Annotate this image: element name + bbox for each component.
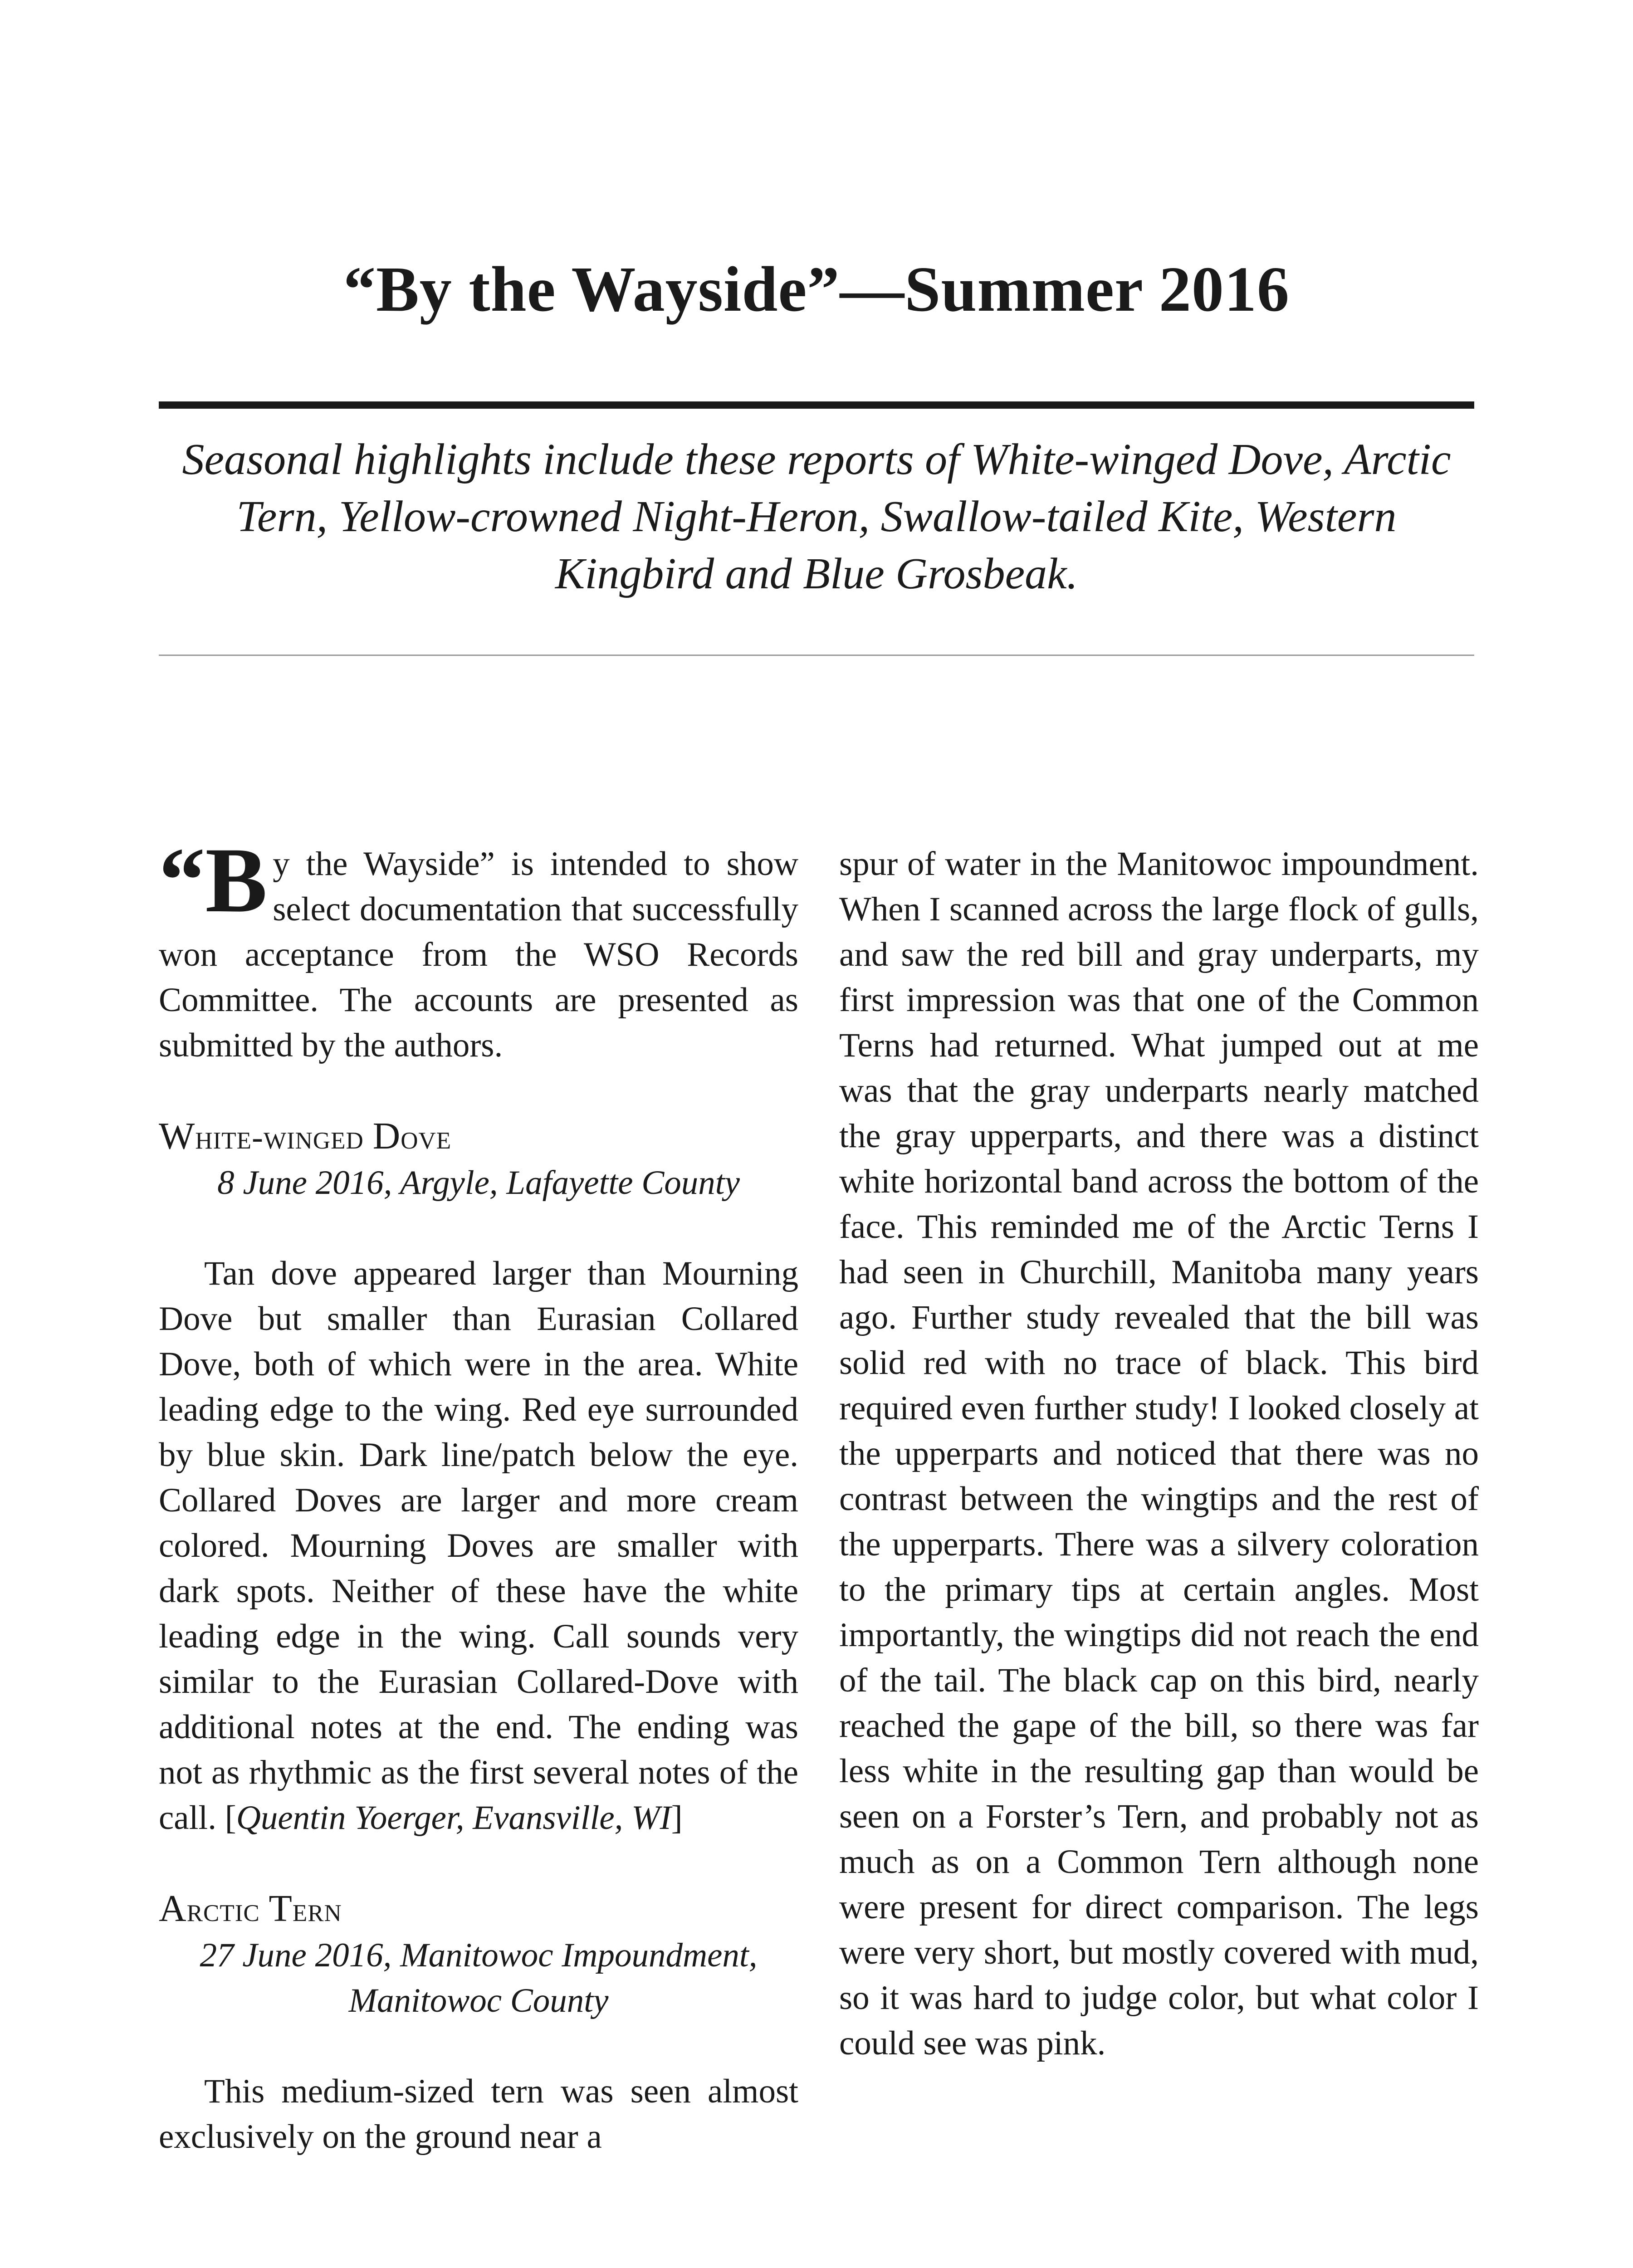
left-column [159,829,798,2160]
section-body-continued: spur of water in the Manitowoc impoundment. When I scanned across the large flock of gulls, and saw the red bill and gray underparts, my first impression was that one of the Common Terns had returned. What jumped out at me was that the gray underparts nearly matched the gray upperparts, and there was a distinct white horizontal band across the bottom of the face. This reminded me of the Arctic Terns I had seen in Churchill, Manitoba many years ago. Further study revealed that the bill was solid red with no trace of black. This bird required even further study! I looked closely at the upperparts and noticed that there was no contrast between the wingtips and the rest of the upperparts. There was a silvery coloration to the primary tips at certain angles. Most importantly, the wingtips did not reach the end of the tail. The black cap on this bird, nearly reached the gape of the bill, so there was far less white in the resulting gap than would be seen on a Forster’s Tern, and probably not as much as on a Common Tern although none were present for direct comparison. The legs were very short, but mostly covered with mud, so it was hard to judge color, but what color I could see was pink. [839,845,1479,2062]
subtitle-rule [159,655,1474,656]
section-body: Tan dove appeared larger than Mourning Dove but smaller than Eurasian Collared Dove, both of which were in the area. White leading edge to the wing. Red eye surrounded by blue skin. Dark line/patch below the eye. Collared Doves are larger and more cream colored. Mourning Doves are smaller with dark spots. Neither of these have the white leading edge in the wing. Call sounds very similar to the Eurasian Collared-Dove with additional notes at the end. The ending was not as rhythmic as the first several notes of the call. [Quentin Yoerger, Evansville, WI] [159,1255,798,1837]
section-date-location: 27 June 2016, Manitowoc Impoundment, [200,1936,758,1974]
article-subtitle: Seasonal highlights include these reports of White-winged Dove, Arctic Tern, Yellow-crowned Night-Heron, Swallow-tailed Kite, Western Kingbird and Blue Grosbeak. [182,435,1451,598]
intro-text: y the Wayside” is intended to show select documentation that successfully won acceptance from the WSO Records Committee. The accounts are presented as submitted by the authors. [159,845,798,1064]
section-heading-white-winged-dove: White-winged Dove [159,1115,452,1157]
title-rule [159,401,1474,409]
intro-paragraph [159,829,798,1068]
section-heading-arctic-tern: Arctic Tern [159,1887,342,1930]
section-date-location: 8 June 2016, Argyle, Lafayette County [217,1164,740,1202]
section-body: This medium-sized tern was seen almost exclusively on the ground near a [159,2072,798,2156]
article-title: “By the Wayside”—Summer 2016 [343,253,1290,325]
right-column [839,841,1479,2066]
drop-cap: “B [159,829,268,932]
section-date-location: Manitowoc County [348,1982,609,2019]
attribution: Quentin Yoerger, Evansville, WI [236,1799,671,1837]
